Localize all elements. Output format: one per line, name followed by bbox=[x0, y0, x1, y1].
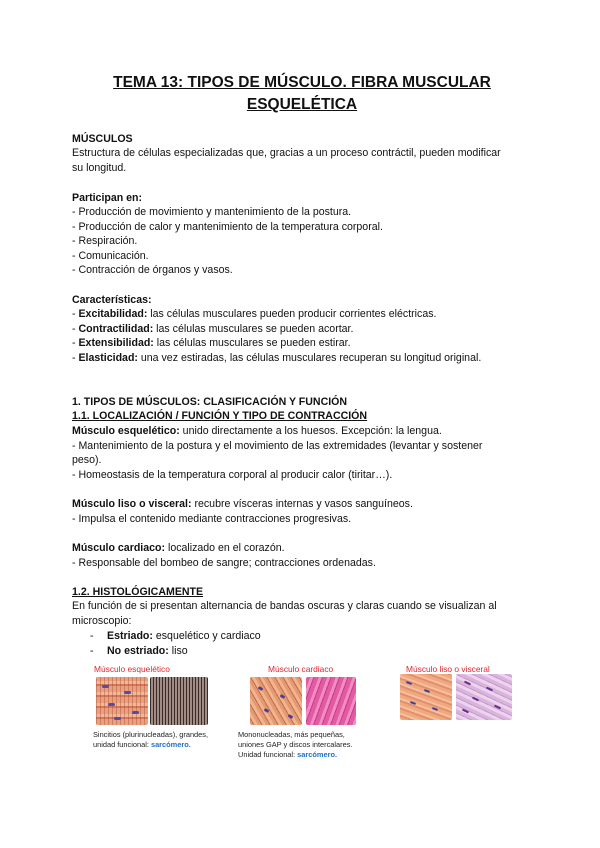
caracteristica-term: Contractilidad: bbox=[78, 323, 154, 335]
participan-item: - Comunicación. bbox=[72, 250, 149, 262]
nucleus bbox=[486, 687, 493, 692]
nucleus bbox=[464, 681, 471, 686]
nucleus bbox=[108, 703, 115, 706]
caracteristica-term: Elasticidad: bbox=[78, 352, 138, 364]
caracteristica-text: las células musculares pueden producir corrientes eléctricas. bbox=[147, 308, 437, 320]
esqueletico-line-1: - Mantenimiento de la postura y el movimiento de las extremidades (levantar y sostener bbox=[72, 440, 483, 452]
participan-item: - Respiración. bbox=[72, 235, 138, 247]
title-line-1: TEMA 13: TIPOS DE MÚSCULO. FIBRA MUSCULAR bbox=[113, 74, 491, 91]
skeletal-muscle-image-1 bbox=[96, 677, 148, 725]
esqueletico-text: unido directamente a los huesos. Excepción: la lengua. bbox=[179, 425, 442, 437]
cardiaco-text: localizado en el corazón. bbox=[165, 542, 285, 554]
bullet-marker: - bbox=[90, 645, 94, 657]
caption-highlight: sarcómero. bbox=[150, 740, 191, 749]
nucleus bbox=[258, 686, 264, 691]
caracteristica-item: - Elasticidad: una vez estiradas, las células musculares recuperan su longitud original. bbox=[72, 352, 482, 364]
participan-heading: Participan en: bbox=[72, 192, 143, 204]
caracteristica-text: una vez estiradas, las células musculares recuperan su longitud original. bbox=[137, 352, 482, 364]
label-liso: Músculo liso o visceral bbox=[406, 664, 490, 674]
bullet-text: liso bbox=[168, 645, 188, 657]
label-esqueletico: Músculo esquelético bbox=[94, 664, 170, 674]
smooth-muscle-image-2 bbox=[456, 674, 512, 720]
participan-item: - Producción de calor y mantenimiento de la temperatura corporal. bbox=[72, 221, 383, 233]
bullet-estriado bbox=[107, 629, 261, 643]
caption-prefix: unidad funcional: bbox=[93, 740, 151, 749]
caption-cardiaco-line-1: Mononucleadas, más pequeñas, bbox=[238, 730, 345, 739]
nucleus bbox=[124, 691, 131, 694]
caption-esqueletico bbox=[93, 730, 208, 750]
nucleus bbox=[114, 717, 121, 720]
caracteristica-text: las células musculares se pueden acortar. bbox=[153, 323, 354, 335]
esqueletico-term: Músculo esquelético: bbox=[72, 425, 180, 437]
nucleus bbox=[280, 694, 286, 699]
nucleus bbox=[288, 714, 294, 719]
musculos-heading: MÚSCULOS bbox=[72, 133, 133, 145]
nucleus bbox=[132, 711, 139, 714]
nucleus bbox=[102, 685, 109, 688]
label-cardiaco: Músculo cardiaco bbox=[268, 664, 334, 674]
esqueletico-def bbox=[72, 424, 442, 439]
nucleus bbox=[410, 701, 416, 705]
nucleus bbox=[264, 708, 270, 713]
caracteristica-term: Extensibilidad: bbox=[78, 337, 154, 349]
nucleus bbox=[432, 707, 438, 711]
caracteristicas-heading: Características: bbox=[72, 294, 152, 306]
bullet-no-estriado bbox=[107, 644, 188, 658]
liso-text: recubre vísceras internas y vasos sanguíneos. bbox=[191, 498, 413, 510]
title-line-2: ESQUELÉTICA bbox=[246, 96, 358, 113]
section-1-heading: 1. TIPOS DE MÚSCULOS: CLASIFICACIÓN Y FUNCIÓN bbox=[72, 396, 348, 408]
cardiac-muscle-image-1 bbox=[250, 677, 302, 725]
musculos-text-2: su longitud. bbox=[72, 162, 127, 174]
nucleus bbox=[472, 697, 479, 702]
smooth-muscle-image-1 bbox=[400, 674, 452, 720]
caracteristica-text: las células musculares se pueden estirar. bbox=[153, 337, 351, 349]
nucleus bbox=[462, 709, 469, 714]
bullet-marker: - bbox=[90, 630, 94, 642]
participan-item: - Producción de movimiento y mantenimiento de la postura. bbox=[72, 206, 352, 218]
histologia-line-1: En función de si presentan alternancia de bandas oscuras y claras cuando se visualizan al bbox=[72, 600, 497, 612]
cardiaco-def bbox=[72, 541, 285, 556]
caption-cardiaco-line-3 bbox=[238, 750, 352, 760]
section-1-1-heading: 1.1. LOCALIZACIÓN / FUNCIÓN Y TIPO DE CONTRACCIÓN bbox=[72, 410, 368, 422]
caption-esqueletico-line-1: Sincitios (plurinucleadas), grandes, bbox=[93, 730, 209, 739]
esqueletico-line-2: peso). bbox=[72, 454, 102, 466]
nucleus bbox=[406, 681, 412, 685]
musculos-text-1: Estructura de células especializadas que, gracias a un proceso contráctil, pueden modificar bbox=[72, 147, 501, 159]
cardiaco-line-1: - Responsable del bombeo de sangre; contracciones ordenadas. bbox=[72, 557, 376, 569]
nucleus bbox=[494, 705, 501, 710]
liso-term: Músculo liso o visceral: bbox=[72, 498, 192, 510]
caption-esqueletico-line-2 bbox=[93, 740, 208, 750]
histologia-line-2: microscopio: bbox=[72, 615, 132, 627]
participan-item: - Contracción de órganos y vasos. bbox=[72, 264, 233, 276]
caption-prefix: Unidad funcional: bbox=[238, 750, 298, 759]
cardiaco-term: Músculo cardiaco: bbox=[72, 542, 166, 554]
cardiac-muscle-image-2 bbox=[306, 677, 356, 725]
caption-cardiaco-line-2: uniones GAP y discos intercalares. bbox=[238, 740, 353, 749]
page-title bbox=[72, 72, 532, 116]
caracteristica-item: - Contractilidad: las células musculares se pueden acortar. bbox=[72, 323, 354, 335]
caption-highlight: sarcómero. bbox=[297, 750, 338, 759]
caption-cardiaco bbox=[238, 730, 352, 760]
bullet-term: Estriado: bbox=[107, 630, 153, 642]
caracteristica-item: - Excitabilidad: las células musculares pueden producir corrientes eléctricas. bbox=[72, 308, 437, 320]
esqueletico-line-3: - Homeostasis de la temperatura corporal al producir calor (tiritar…). bbox=[72, 469, 393, 481]
bullet-term: No estriado: bbox=[107, 645, 169, 657]
bullet-text: esquelético y cardiaco bbox=[152, 630, 261, 642]
liso-def bbox=[72, 497, 413, 512]
section-1-2-heading: 1.2. HISTOLÓGICAMENTE bbox=[72, 586, 204, 598]
liso-line-1: - Impulsa el contenido mediante contracciones progresivas. bbox=[72, 513, 352, 525]
caracteristica-term: Excitabilidad: bbox=[78, 308, 148, 320]
caracteristica-item: - Extensibilidad: las células musculares se pueden estirar. bbox=[72, 337, 351, 349]
nucleus bbox=[424, 689, 430, 693]
skeletal-muscle-image-2 bbox=[150, 677, 208, 725]
